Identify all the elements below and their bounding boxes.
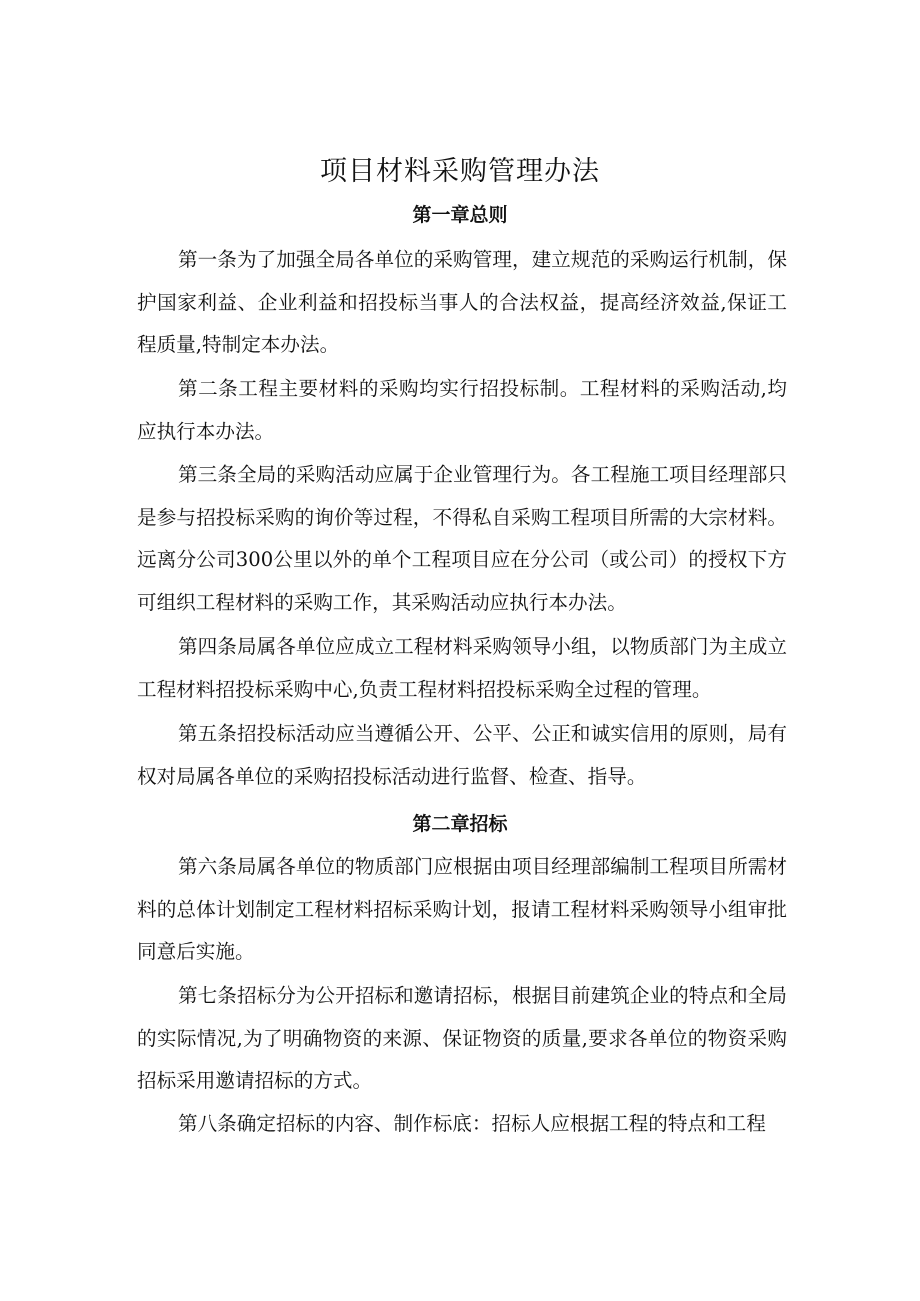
article-paragraph: 第七条招标分为公开招标和邀请招标，根据目前建筑企业的特点和全局的实际情况,为了明确物资的来源、保证物资的质量,要求各单位的物资采购招标采用邀请招标的方式。 bbox=[137, 984, 787, 1092]
chapter-heading: 第一章总则 bbox=[412, 204, 508, 226]
chapter-heading: 第二章招标 bbox=[412, 813, 508, 835]
article-paragraph: 第六条局属各单位的物质部门应根据由项目经理部编制工程项目所需材料的总体计划制定工程材料招标采购计划，报请工程材料采购领导小组审批同意后实施。 bbox=[137, 855, 787, 963]
article-paragraph: 第八条确定招标的内容、制作标底：招标人应根据工程的特点和工程 bbox=[178, 1112, 766, 1135]
article-paragraph: 第三条全局的采购活动应属于企业管理行为。各工程施工项目经理部只是参与招投标采购的询价等过程，不得私自采购工程项目所需的大宗材料。远离分公司300公里以外的单个工程项目应在分公司（或公司）的授权下方可组织工程材料的采购工作，其采购活动应执行本办法。 bbox=[137, 463, 787, 614]
article-paragraph: 第五条招投标活动应当遵循公开、公平、公正和诚实信用的原则，局有权对局属各单位的采购招投标活动进行监督、检查、指导。 bbox=[137, 722, 787, 788]
article-paragraph: 第二条工程主要材料的采购均实行招投标制。工程材料的采购活动,均应执行本办法。 bbox=[137, 377, 787, 443]
article-paragraph: 第一条为了加强全局各单位的采购管理，建立规范的采购运行机制，保护国家利益、企业利益和招投标当事人的合法权益，提高经济效益,保证工程质量,特制定本办法。 bbox=[137, 248, 787, 356]
article-paragraph: 第四条局属各单位应成立工程材料采购领导小组，以物质部门为主成立工程材料招投标采购中心,负责工程材料招投标采购全过程的管理。 bbox=[137, 635, 787, 701]
document-title: 项目材料采购管理办法 bbox=[320, 156, 600, 187]
